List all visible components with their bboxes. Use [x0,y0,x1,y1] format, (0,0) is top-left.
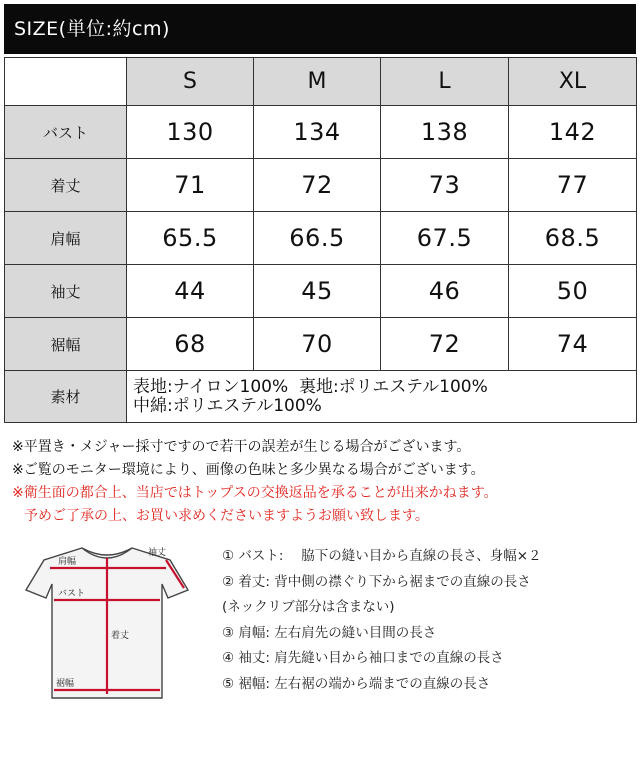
column-header-xl: XL [509,58,637,106]
row-label-sleeve: 袖丈 [5,265,127,318]
table-corner-cell [5,58,127,106]
legend-item-length-note: (ネックリブ部分は含まない) [222,599,395,615]
note-acknowledge: 予めご了承の上、お買い求めくださいますようお願い致します。 [24,508,429,524]
table-cell: 46 [381,265,509,318]
row-label-shoulder: 肩幅 [5,212,127,265]
row-label-bust: バスト [5,106,127,159]
legend-item-shoulder: ③ 肩幅: 左右肩先の縫い目間の長さ [222,624,437,641]
material-row [5,371,637,423]
table-cell: 130 [127,106,254,159]
row-label-hem: 裾幅 [5,318,127,371]
table-cell: 44 [127,265,254,318]
size-title-bar [4,4,636,54]
note-hygiene: ※衛生面の都合上、当店ではトップスの交換返品を承ることが出来かねます。 [12,485,498,501]
table-cell: 72 [381,318,509,371]
size-table [4,57,637,423]
material-cell [127,371,637,423]
legend-item-bust: ① バスト: 脇下の縫い目から直線の長さ、身幅×２ [222,548,542,564]
notes [12,436,632,528]
table-cell: 67.5 [381,212,509,265]
tshirt-measurement-diagram [20,538,210,708]
diagram-label-hem: 裾幅 [56,679,75,689]
legend-item-sleeve: ④ 袖丈: 肩先縫い目から袖口までの直線の長さ [222,650,504,666]
table-cell: 68 [127,318,254,371]
table-cell: 45 [254,265,381,318]
table-cell: 72 [254,159,381,212]
table-row [5,212,637,265]
column-header-m: M [254,58,381,106]
table-cell: 138 [381,106,509,159]
diagram-label-shoulder: 肩幅 [58,557,77,567]
note-monitor: ※ご覧のモニター環境により、画像の色味と多少異なる場合がございます。 [12,462,485,478]
note-measurement: ※平置き・メジャー採寸ですので若干の誤差が生じる場合がございます。 [12,439,471,455]
table-cell: 71 [127,159,254,212]
column-header-s: S [127,58,254,106]
table-cell: 74 [509,318,637,371]
table-row [5,265,637,318]
table-cell: 77 [509,159,637,212]
column-header-l: L [381,58,509,106]
legend-item-hem: ⑤ 裾幅: 左右裾の端から端までの直線の長さ [222,675,491,692]
table-cell: 65.5 [127,212,254,265]
row-label-material: 素材 [5,371,127,423]
legend-item-length: ② 着丈: 背中側の襟ぐり下から裾までの直線の長さ [222,573,531,590]
table-row [5,106,637,159]
table-cell: 73 [381,159,509,212]
diagram-label-sleeve: 袖丈 [148,548,167,558]
page-title: SIZE(単位:約cm) [14,18,170,40]
measurement-legend [222,544,542,697]
table-cell: 142 [509,106,637,159]
material-line-1: 表地:ナイロン100% 裏地:ポリエステル100% [133,376,488,397]
table-cell: 68.5 [509,212,637,265]
table-cell: 70 [254,318,381,371]
table-cell: 134 [254,106,381,159]
table-cell: 50 [509,265,637,318]
table-row [5,318,637,371]
table-header-row [5,58,637,106]
diagram-label-length: 着丈 [111,631,130,641]
diagram-label-bust: バスト [58,589,86,599]
table-cell: 66.5 [254,212,381,265]
row-label-length: 着丈 [5,159,127,212]
material-line-2: 中綿:ポリエステル100% [133,395,322,416]
table-row [5,159,637,212]
